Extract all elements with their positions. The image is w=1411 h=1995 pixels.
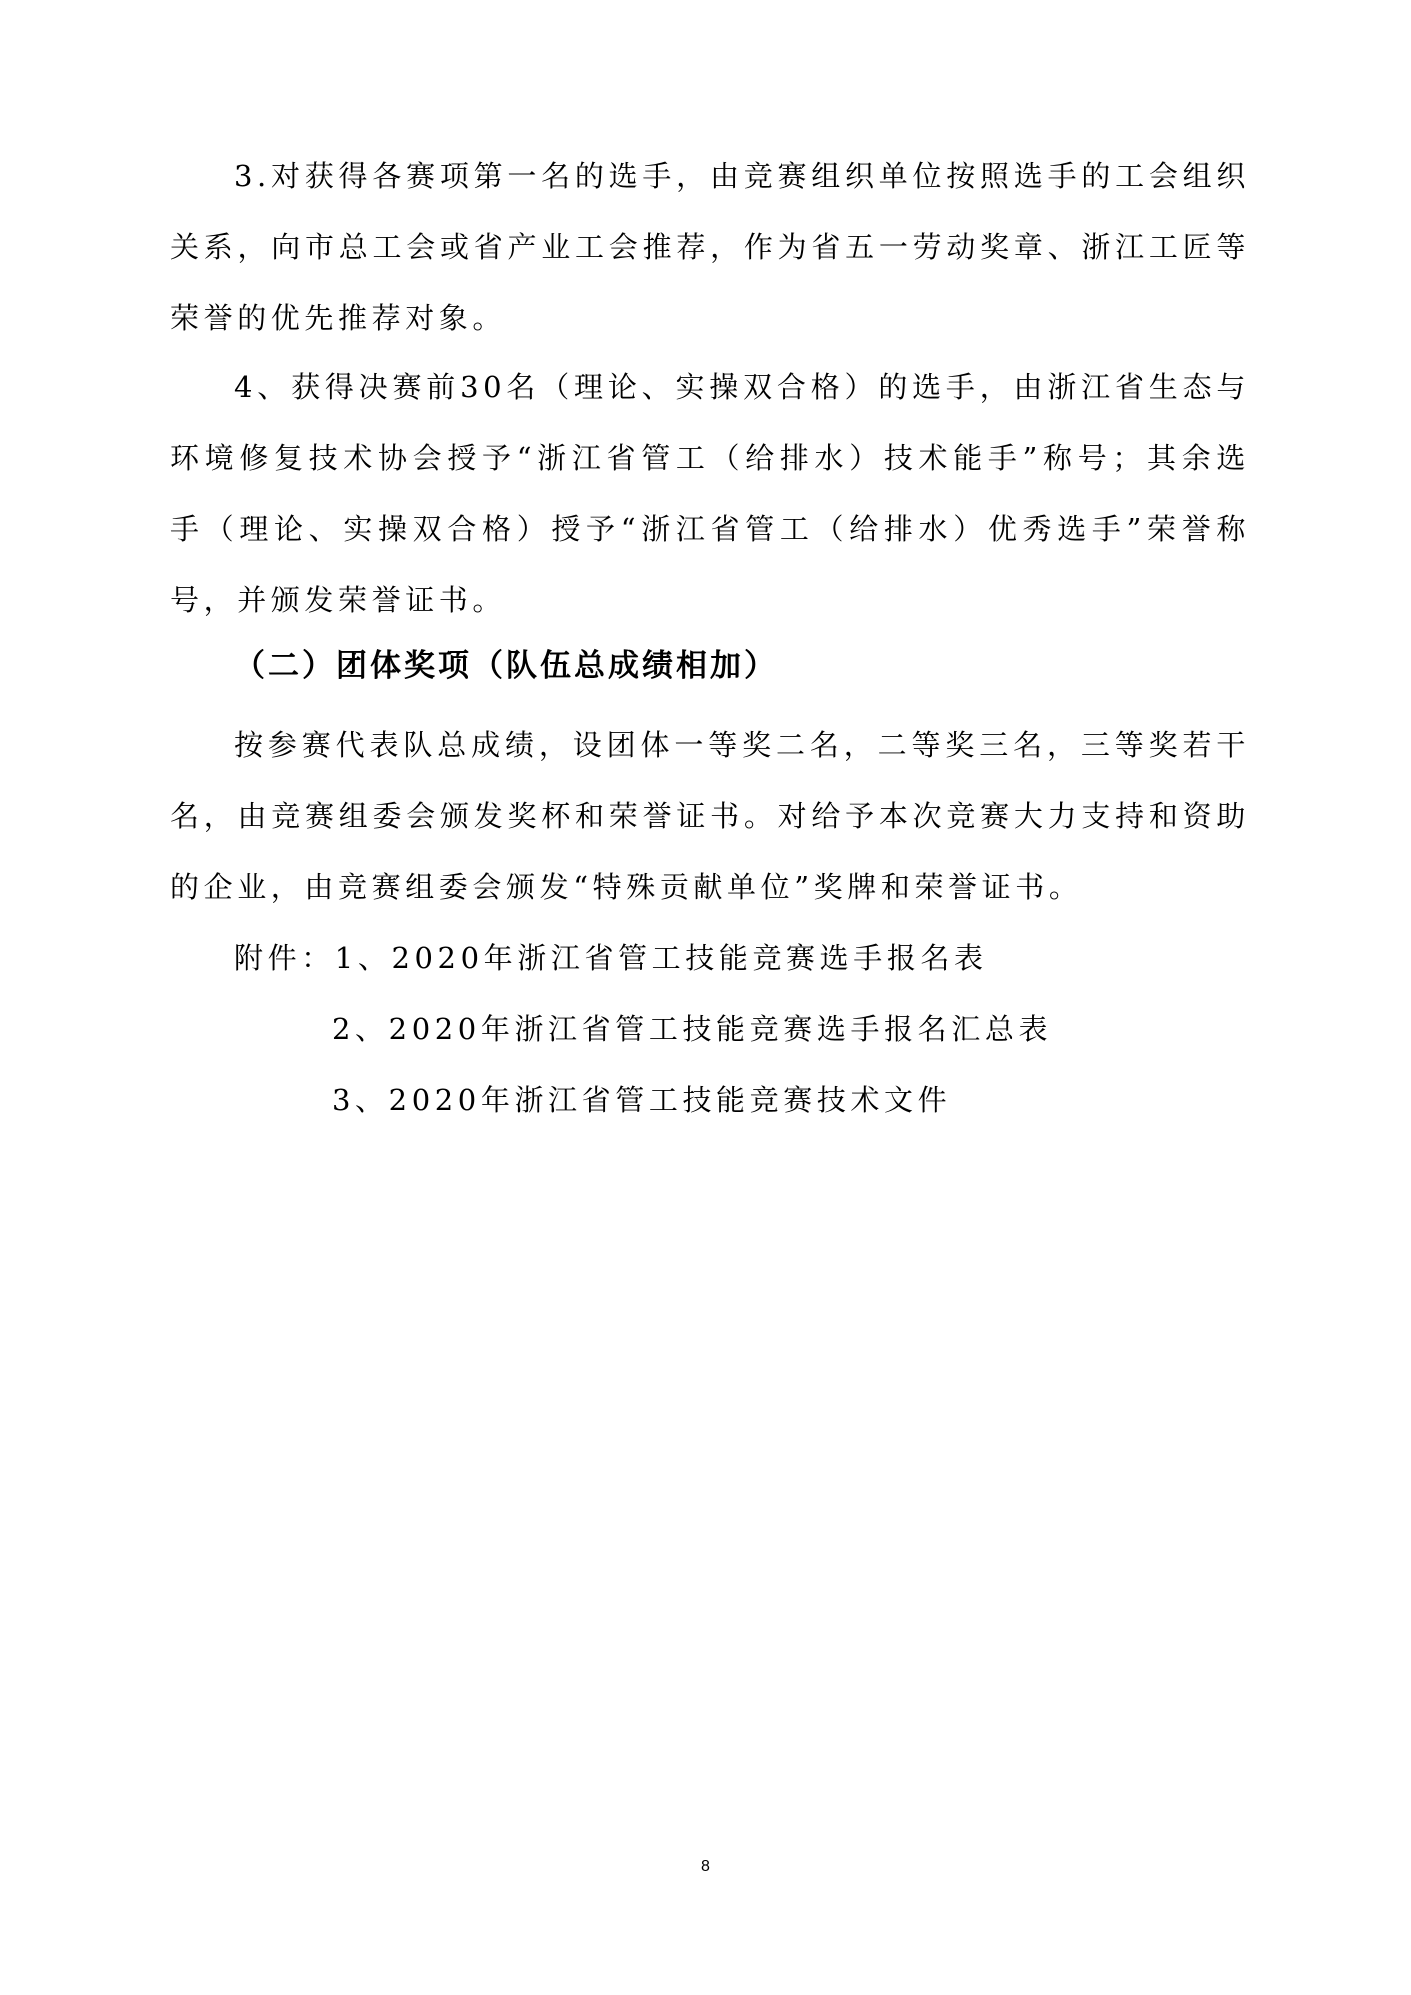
page-number: 8 bbox=[701, 1858, 710, 1875]
attachment-item-3: 3、2020年浙江省管工技能竞赛技术文件 bbox=[332, 1083, 952, 1117]
attachment-item-1: 附件：1、2020年浙江省管工技能竞赛选手报名表 bbox=[234, 941, 988, 975]
paragraph-top-30-honors: 4、获得决赛前30名（理论、实操双合格）的选手，由浙江省生态与环境修复技术协会授予“浙江省管工（给排水）技术能手”称号；其余选手（理论、实操双合格）授予“浙江省管工（给排水）优秀选手”荣誉称号，并颁发荣誉证书。 bbox=[170, 370, 1250, 617]
attachment-item-2: 2、2020年浙江省管工技能竞赛选手报名汇总表 bbox=[332, 1012, 1053, 1046]
paragraph-team-awards: 按参赛代表队总成绩，设团体一等奖二名，二等奖三名，三等奖若干名，由竞赛组委会颁发奖杯和荣誉证书。对给予本次竞赛大力支持和资助的企业，由竞赛组委会颁发“特殊贡献单位”奖牌和荣誉证书。 bbox=[170, 728, 1250, 904]
paragraph-first-place-recommendation: 3.对获得各赛项第一名的选手，由竞赛组织单位按照选手的工会组织关系，向市总工会或省产业工会推荐，作为省五一劳动奖章、浙江工匠等荣誉的优先推荐对象。 bbox=[170, 159, 1250, 335]
section-heading-team-awards: （二）团体奖项（队伍总成绩相加） bbox=[234, 648, 778, 684]
